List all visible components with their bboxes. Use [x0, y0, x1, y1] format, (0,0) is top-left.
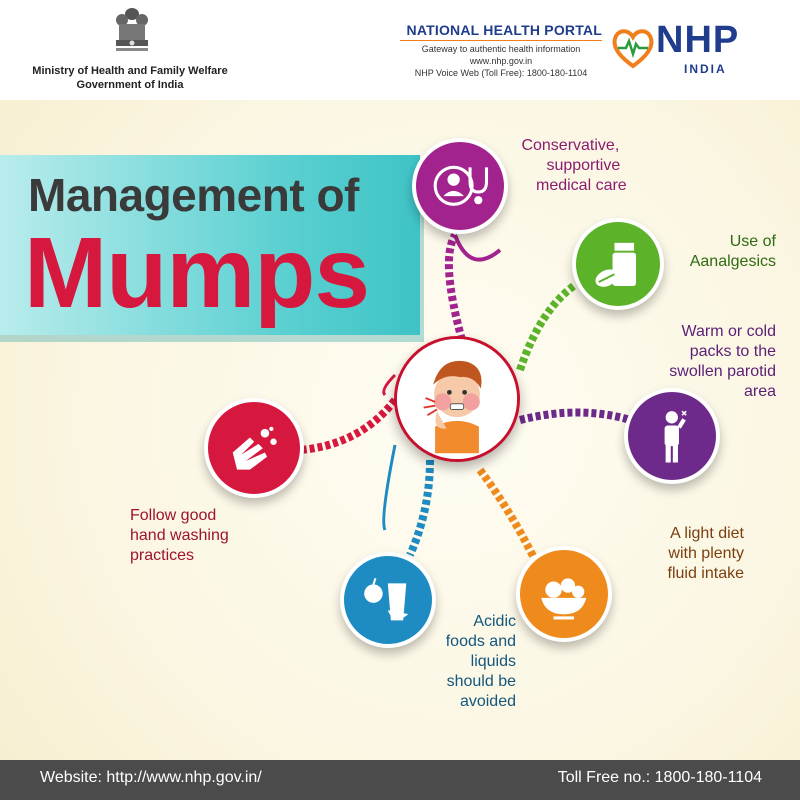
- label-acidic-foods: [430, 612, 516, 712]
- child-with-mumps-illustration: [394, 336, 520, 462]
- acidic-foods-node: [340, 552, 436, 648]
- person-neck-pain-icon: [641, 405, 703, 467]
- logo-text: NHP: [656, 19, 740, 61]
- doctor-stethoscope-icon: [429, 155, 491, 217]
- portal-tagline: Gateway to authentic health information: [421, 44, 581, 54]
- label-light-diet: [632, 524, 744, 584]
- conservative-care-node: [412, 138, 508, 234]
- label-line: with plenty: [668, 545, 744, 562]
- portal-url[interactable]: www.nhp.gov.in: [469, 56, 533, 66]
- warm-cold-packs-node: [624, 388, 720, 484]
- label-line: avoided: [459, 693, 516, 710]
- label-line: Conservative,: [521, 137, 620, 154]
- portal-title: NATIONAL HEALTH PORTAL: [406, 22, 602, 38]
- label-line: swollen parotid: [669, 363, 776, 380]
- label-line: Acidic: [473, 613, 516, 630]
- title-line-1: Management of: [28, 169, 359, 221]
- title-line-2: Mumps: [24, 217, 369, 329]
- label-analgesics: [680, 232, 776, 272]
- label-line: A light diet: [670, 525, 744, 542]
- label-line: packs to the: [689, 343, 776, 360]
- label-line: liquids: [470, 653, 516, 670]
- hand-washing-icon: [222, 416, 286, 480]
- logo-subtext: INDIA: [684, 62, 727, 76]
- label-line: hand washing: [130, 527, 229, 544]
- footer-toll-free: Toll Free no.: 1800-180-1104: [557, 769, 762, 786]
- label-conservative-care: [514, 136, 627, 196]
- pill-bottle-icon: [589, 235, 648, 294]
- fruit-bowl-icon: [533, 563, 595, 625]
- label-line: Aanalgesics: [689, 253, 776, 270]
- label-line: Warm or cold: [681, 323, 776, 340]
- ministry-line-2: Government of India: [76, 79, 184, 91]
- label-hand-washing: [130, 506, 229, 566]
- label-line: foods and: [445, 633, 516, 650]
- label-line: practices: [130, 547, 195, 564]
- label-line: fluid intake: [667, 565, 744, 582]
- portal-voice-number: NHP Voice Web (Toll Free): 1800-180-1104: [414, 68, 588, 78]
- fruit-juice-glass-icon: [357, 569, 419, 631]
- label-line: area: [743, 383, 776, 400]
- ministry-line-1: Ministry of Health and Family Welfare: [32, 65, 228, 77]
- label-line: Use of: [729, 233, 776, 250]
- label-line: medical care: [536, 177, 627, 194]
- sick-child-icon: [397, 339, 517, 459]
- label-line: should be: [446, 673, 516, 690]
- label-line: Follow good: [130, 507, 217, 524]
- analgesics-node: [572, 218, 664, 310]
- label-line: supportive: [546, 157, 621, 174]
- hand-washing-node: [204, 398, 304, 498]
- footer-website[interactable]: Website: http://www.nhp.gov.in/: [40, 769, 262, 786]
- light-diet-node: [516, 546, 612, 642]
- footer: [0, 760, 800, 800]
- label-warm-cold-packs: [644, 322, 776, 402]
